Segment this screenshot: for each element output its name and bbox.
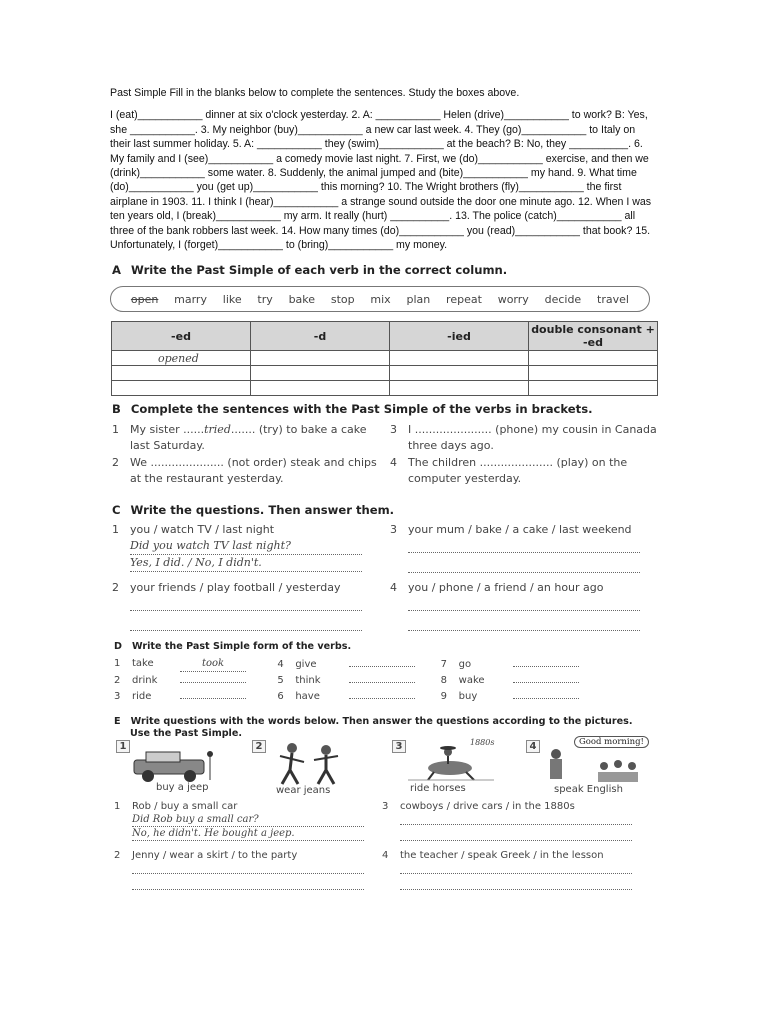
picture-caption: buy a jeep (156, 782, 209, 793)
d-item: 6 have (277, 688, 440, 704)
picture-caption: wear jeans (276, 785, 331, 796)
e-item-1: 1 Rob / buy a small car Did Rob buy a small car? No, he didn't. He bought a jeep. (114, 800, 374, 841)
handwritten-answer: No, he didn't. He bought a jeep. (132, 827, 364, 841)
section-a-heading (112, 263, 507, 277)
word-like: like (222, 292, 242, 306)
verb-word-box (110, 286, 650, 312)
d-item: 2 drink (114, 672, 277, 688)
e-item-3: 3 cowboys / drive cars / in the 1880s (382, 800, 642, 845)
d-item: 9 buy (441, 688, 604, 704)
word-marry: marry (174, 292, 207, 306)
e-item-4: 4 the teacher / speak Greek / in the lesson (382, 849, 642, 894)
word-open: open (130, 292, 159, 306)
b-item-4: 4 The children ..................... (play) on the computer yesterday. (390, 456, 628, 485)
handwritten-answer: took (180, 656, 246, 672)
section-letter: A (112, 263, 121, 277)
word-stop: stop (330, 292, 355, 306)
section-title: Complete the sentences with the Past Simple of the verbs in brackets. (130, 402, 593, 416)
word-plan: plan (406, 292, 431, 306)
verb-columns-table (111, 321, 658, 396)
e-item-2: 2 Jenny / wear a skirt / to the party (114, 849, 374, 894)
c-item-3: 3 your mum / bake / a cake / last weekend (390, 522, 650, 578)
picture-caption: ride horses (410, 783, 466, 794)
year-tag: 1880s (470, 738, 495, 747)
section-b-heading (112, 402, 593, 416)
section-letter: D (114, 641, 122, 652)
section-c-heading (112, 503, 394, 517)
handwritten-question: Did Rob buy a small car? (132, 813, 364, 827)
jeep-icon (130, 750, 220, 784)
teacher-students-icon (544, 748, 644, 784)
intro-exercise-text: I (eat)___________ dinner at six o'clock yesterday. 2. A: ___________ Helen (drive)___________ to work? B: Yes, she ___________. 3. My neighbor (buy)___________ a new car last week. 4. They (go)___________ to Italy on their last summer holiday. 5. A: ___________ they (swim)___________ at the beach? B: No, they __________. 6. My family and I (see)___________ a comedy movie last night. 7. First, we (do)___________ exercise, and then we (drink)___________ some water. 8. Suddenly, the animal jumped and (bite)___________ my hand. 9. What time (do)___________ you (get up)___________ this morning? 10. The Wright brothers (fly)___________ the first airplane in 1903. 11. I think I (hear)___________ a strange sound outside the door one minute ago. 12. When I was ten years old, I (break)___________ my arm. It really (hurt) __________. 13. The police (catch)___________ all three of the bank robbers last week. 14. How many times (do)___________ you (read)___________ that book? 15. Unfortunately, I (forget)___________ to (bring)___________ my money. (110, 109, 652, 252)
picture-2-jeans: 2 wear jeans (252, 740, 362, 798)
handwritten-question: Did you watch TV last night? (130, 538, 362, 555)
col-ed: -ed (112, 322, 251, 351)
dancers-icon (270, 742, 350, 786)
d-verb-grid (114, 656, 604, 704)
d-item: 1 take took (114, 656, 277, 672)
c-item-4: 4 you / phone / a friend / an hour ago (390, 580, 650, 636)
section-title: Write questions with the words below. Then answer the questions according to the pictures. (130, 716, 633, 727)
b-item-2: 2 We ..................... (not order) steak and chips at the restaurant yesterday. (112, 456, 377, 485)
col-double-consonant: double consonant + -ed (529, 322, 658, 351)
word-worry: worry (497, 292, 529, 306)
picture-caption: speak English (554, 784, 623, 795)
word-try: try (257, 292, 273, 306)
intro-title: Past Simple Fill in the blanks below to complete the sentences. Study the boxes above. (110, 87, 520, 99)
speech-bubble: Good morning! (574, 736, 649, 748)
word-bake: bake (288, 292, 316, 306)
section-d-heading (114, 641, 351, 652)
picture-1-jeep: 1 buy a jeep (116, 740, 236, 796)
col-ied: -ied (390, 322, 529, 351)
picture-4-teacher: 4 Good morning! speak English (526, 736, 650, 796)
handwritten-answer: Yes, I did. / No, I didn't. (130, 555, 362, 572)
b-item-1: 1 My sister ......tried....... (try) to bake a cake last Saturday. (112, 423, 367, 452)
picture-3-horses: 3 1880s ride horses (392, 740, 502, 796)
d-item: 3 ride (114, 688, 277, 704)
section-letter: E (114, 716, 121, 727)
section-title: Write the Past Simple of each verb in the correct column. (130, 263, 508, 277)
b-item-3: 3 I ...................... (phone) my cousin in Canada three days ago. (390, 423, 657, 452)
section-letter: C (112, 503, 121, 517)
horse-rider-icon (408, 746, 494, 782)
col-d: -d (251, 322, 390, 351)
c-item-1: 1 you / watch TV / last night Did you watch TV last night? Yes, I did. / No, I didn't. (112, 522, 372, 572)
d-item: 4 give (277, 656, 440, 672)
word-decide: decide (544, 292, 582, 306)
c-item-2: 2 your friends / play football / yesterday (112, 580, 372, 636)
d-item: 5 think (277, 672, 440, 688)
intro-block (110, 86, 658, 252)
section-title: Write the questions. Then answer them. (130, 503, 395, 517)
word-repeat: repeat (446, 292, 482, 306)
d-item: 8 wake (441, 672, 604, 688)
section-title: Write the Past Simple form of the verbs. (131, 641, 352, 652)
section-letter: B (112, 402, 121, 416)
section-subtitle: Use the Past Simple. (130, 728, 242, 739)
word-travel: travel (597, 292, 629, 306)
handwritten-answer: tried (204, 423, 231, 436)
example-answer: opened (112, 351, 251, 366)
d-item: 7 go (441, 656, 604, 672)
word-mix: mix (370, 292, 391, 306)
